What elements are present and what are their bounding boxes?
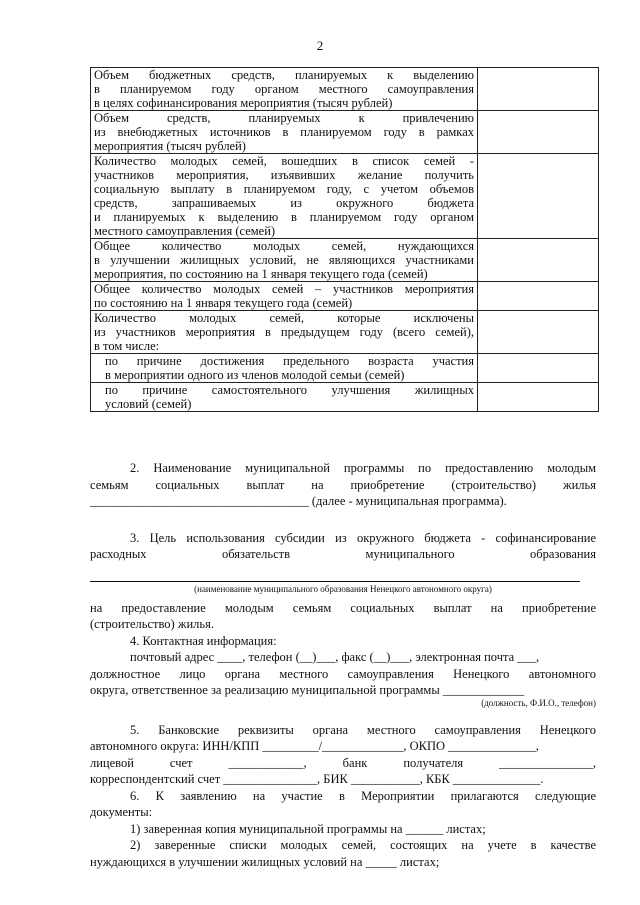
section-3-line3: на предоставление молодым семьям социальных выплат на приобретение — [90, 600, 596, 615]
section-5-line3: лицевой счет ____________, банк получателя _______________, — [90, 755, 596, 770]
indicator-label-line: Объем бюджетных средств, планируемых к выделению — [94, 68, 474, 82]
indicators-table — [90, 67, 599, 412]
section-2-tail: (далее - муниципальная программа). — [308, 494, 507, 508]
indicator-label — [91, 154, 478, 239]
indicator-label-line: Объем средств, планируемых к привлечению — [94, 111, 474, 125]
table-row — [91, 239, 599, 282]
indicator-label-line: из внебюджетных источников в планируемом году в рамках — [94, 125, 474, 139]
program-name-blank: ___________________________________ — [90, 494, 309, 508]
section-5-line2: автономного округа: ИНН/КПП _________/_____________, ОКПО ______________, — [90, 739, 539, 753]
section-4-title: 4. Контактная информация: — [130, 633, 277, 648]
indicator-label-line: условий (семей) — [105, 397, 192, 411]
indicator-label-line: участников мероприятия, изъявивших желание получить — [94, 168, 474, 182]
section-6-item2b: нуждающихся в улучшении жилищных условий на _____ листах; — [90, 854, 440, 869]
indicator-label-line: в целях софинансирования мероприятия (тысяч рублей) — [94, 96, 393, 110]
indicator-label — [91, 68, 478, 111]
section-6-line2: документы: — [90, 805, 153, 819]
indicator-value-cell[interactable] — [478, 311, 599, 354]
section-6-item1: 1) заверенная копия муниципальной программы на ______ листах; — [130, 821, 486, 836]
indicator-label-line: местного самоуправления (семей) — [94, 224, 276, 238]
indicator-label-line: Общее количество молодых семей – участников мероприятия — [94, 282, 474, 296]
table-row — [91, 282, 599, 311]
table-row — [91, 111, 599, 154]
indicator-label — [91, 354, 478, 383]
indicator-label-line: в улучшении жилищных условий, не являющихся участниками — [94, 253, 474, 267]
indicator-label-line: мероприятия, по состоянию на 1 января текущего года (семей) — [94, 267, 428, 281]
indicator-label-line: из участников мероприятия в предыдущем году (всего семей), — [94, 325, 474, 339]
indicator-label-line: по причине достижения предельного возраста участия — [105, 354, 474, 368]
table-row — [91, 354, 599, 383]
indicator-label-line: социальную выплату в планируемом году, с учетом объемов — [94, 182, 474, 196]
indicator-value-cell[interactable] — [478, 354, 599, 383]
indicator-label-line: и планируемых к выделению в планируемом году органом — [94, 210, 474, 224]
section-2-line3 — [90, 493, 596, 510]
indicator-label-line: по состоянию на 1 января текущего года (семей) — [94, 296, 353, 310]
section-5-line4: корреспондентский счет _______________, БИК ___________, КБК ______________. — [90, 772, 544, 786]
indicator-label — [91, 383, 478, 412]
table-row — [91, 311, 599, 354]
section-3-line1: 3. Цель использования субсидии из окружного бюджета - софинансирование — [130, 530, 596, 545]
indicator-label — [91, 111, 478, 154]
page-number: 2 — [316, 38, 324, 53]
indicator-label-line: в планируемом году органом местного самоуправления — [94, 82, 474, 96]
indicator-label — [91, 282, 478, 311]
municipality-caption: (наименование муниципального образования Ненецкого автономного округа) — [194, 583, 492, 594]
indicator-value-cell[interactable] — [478, 68, 599, 111]
section-6-item2a: 2) заверенные списки молодых семей, состоящих на учете в качестве — [130, 838, 596, 852]
section-6-line1: 6. К заявлению на участие в Мероприятии прилагаются следующие — [130, 788, 596, 803]
indicator-label-line: в том числе: — [94, 339, 160, 353]
section-2-line1: 2. Наименование муниципальной программы по предоставлению молодым — [130, 461, 596, 475]
indicator-value-cell[interactable] — [478, 282, 599, 311]
table-row — [91, 68, 599, 111]
section-3-line2: расходных обязательств муниципального образования — [90, 547, 596, 561]
municipality-blank-line — [90, 573, 580, 582]
table-row — [91, 154, 599, 239]
section-5-line1: 5. Банковские реквизиты органа местного самоуправления Ненецкого — [130, 722, 596, 737]
indicator-label-line: Количество молодых семей, которые исключены — [94, 311, 474, 325]
section-4-line3: округа, ответственное за реализацию муниципальной программы _____________ — [90, 683, 525, 697]
section-4-line1: почтовый адрес ____, телефон (__)___, факс (__)___, электронная почта ___, — [130, 650, 540, 664]
indicator-label-line: Количество молодых семей, вошедших в список семей - — [94, 154, 474, 168]
indicator-value-cell[interactable] — [478, 239, 599, 282]
indicator-label-line: Общее количество молодых семей, нуждающихся — [94, 239, 474, 253]
table-row — [91, 383, 599, 412]
section-2-line2: семьям социальных выплат на приобретение (строительство) жилья — [90, 477, 596, 492]
indicator-label-line: мероприятия (тысяч рублей) — [94, 139, 246, 153]
indicator-value-cell[interactable] — [478, 111, 599, 154]
document-body — [90, 460, 596, 870]
indicator-label — [91, 239, 478, 282]
indicator-label-line: средств, запрашиваемых из окружного бюджета — [94, 196, 474, 210]
indicator-value-cell[interactable] — [478, 383, 599, 412]
indicator-label-line: по причине самостоятельного улучшения жилищных — [105, 383, 474, 397]
section-3-line4: (строительство) жилья. — [90, 617, 214, 631]
indicator-value-cell[interactable] — [478, 154, 599, 239]
indicator-label-line: в мероприятии одного из членов молодой семьи (семей) — [105, 368, 405, 382]
section-4-line2: должностное лицо органа местного самоуправления Ненецкого автономного — [90, 666, 596, 681]
indicator-label — [91, 311, 478, 354]
official-caption: (должность, Ф.И.О., телефон) — [481, 697, 596, 708]
